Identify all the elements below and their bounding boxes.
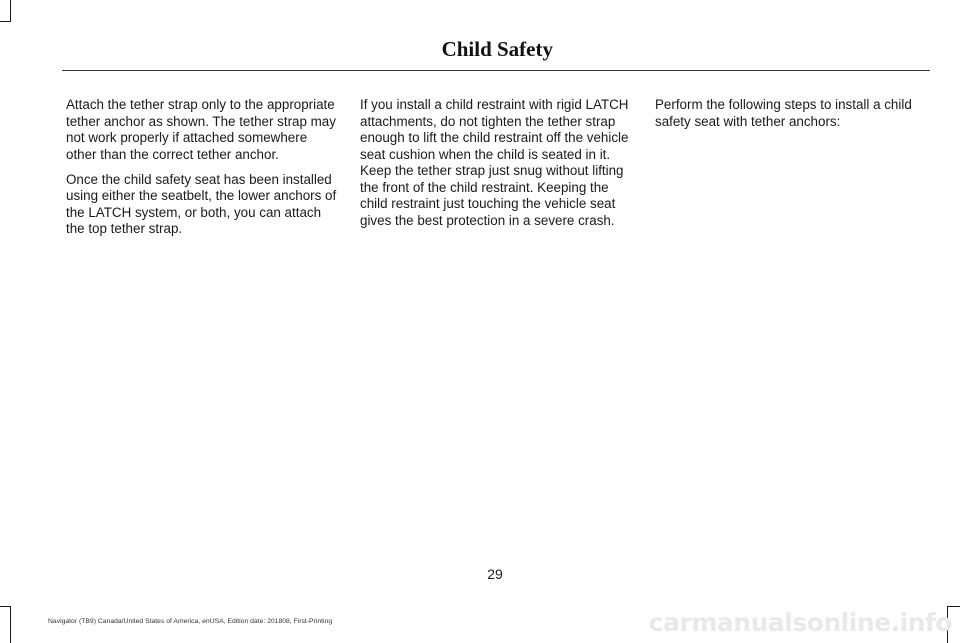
text-column-1 <box>66 97 338 246</box>
watermark: carmanualsonline.info <box>648 608 952 637</box>
page-title: Child Safety <box>441 37 553 61</box>
crop-mark-top-left-vertical <box>10 0 11 22</box>
crop-mark-top-left-horizontal <box>0 21 11 22</box>
paragraph: Attach the tether strap only to the appropriate tether anchor as shown. The tether strap may not work properly if attached somewhere other than the correct tether anchor. <box>66 97 336 162</box>
edition-footer: Navigator (TB9) Canada/United States of America, enUSA, Edition date: 201808, First-Printing <box>48 618 333 625</box>
paragraph: Perform the following steps to install a child safety seat with tether anchors: <box>655 97 912 129</box>
crop-mark-bottom-left-horizontal <box>0 606 11 607</box>
text-column-3 <box>655 97 927 139</box>
header-divider <box>62 70 930 71</box>
text-column-2 <box>360 97 632 238</box>
crop-mark-bottom-left-vertical <box>10 606 11 643</box>
crop-mark-bottom-right-horizontal <box>947 606 960 607</box>
paragraph: If you install a child restraint with rigid LATCH attachments, do not tighten the tether strap enough to lift the child restraint off the vehicle seat cushion when the child is seated in it. Keep the tether strap just snug without lifting the front of the child restraint. Keeping the child restraint just touching the vehicle seat gives the best protection in a severe crash. <box>360 97 629 228</box>
page-number: 29 <box>487 566 503 582</box>
paragraph: Once the child safety seat has been installed using either the seatbelt, the lower anchors of the LATCH system, or both, you can attach the top tether strap. <box>66 171 337 236</box>
